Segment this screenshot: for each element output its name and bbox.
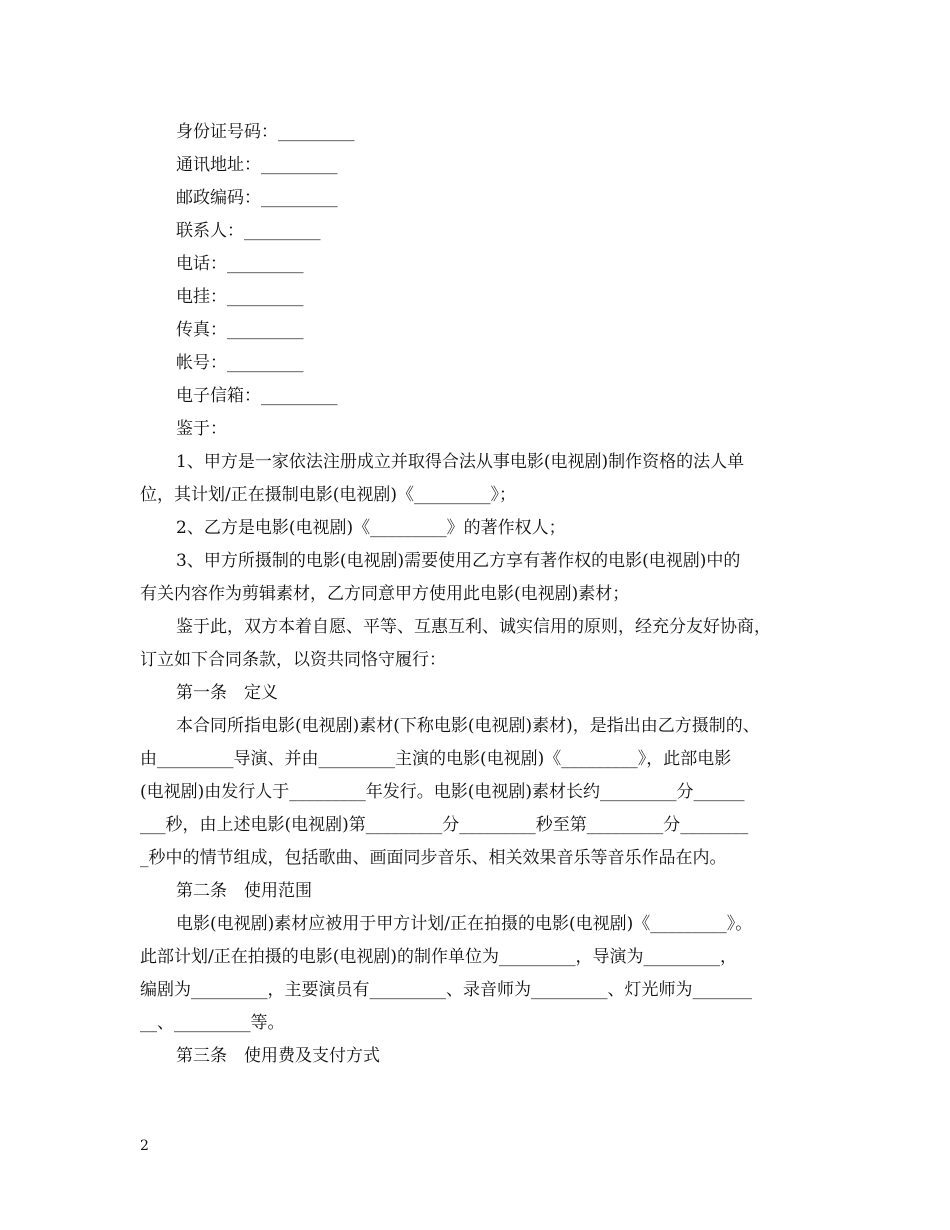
phone-line: 电话：_________ [176, 254, 304, 274]
document-body [140, 116, 820, 1073]
page-number: 2 [140, 1138, 149, 1154]
telegraph-line: 电挂：_________ [176, 287, 304, 307]
paragraph-line: 由_________导演、并由_________主演的电影(电视剧)《_________》，此部电影 [140, 749, 732, 769]
paragraph-line: 位，其计划/正在摄制电影(电视剧)《_________》； [140, 485, 516, 505]
paragraph-line: 3、甲方所摄制的电影(电视剧)需要使用乙方享有著作权的电影(电视剧)中的 [176, 551, 741, 571]
paragraph-line: 编剧为_________，主要演员有_________、录音师为_________、灯光师为_______ [140, 980, 752, 1000]
paragraph-line: 电影(电视剧)素材应被用于甲方计划/正在拍摄的电影(电视剧)《_________》。 [176, 914, 753, 934]
id-number-line: 身份证号码：_________ [176, 122, 355, 142]
contact-person-line: 联系人：_________ [176, 221, 321, 241]
whereas-heading: 鉴于： [176, 419, 227, 439]
article-heading: 第二条 使用范围 [176, 881, 312, 901]
paragraph-line: ___秒，由上述电影(电视剧)第_________分_________秒至第_________分________ [140, 815, 749, 835]
paragraph-line: 此部计划/正在拍摄的电影(电视剧)的制作单位为_________，导演为_________， [140, 947, 737, 967]
paragraph-line: __、_________等。 [140, 1013, 285, 1033]
account-line: 帐号：_________ [176, 353, 304, 373]
email-line: 电子信箱：_________ [176, 386, 338, 406]
postal-code-line: 邮政编码：_________ [176, 188, 338, 208]
paragraph-line: (电视剧)由发行人于_________年发行。电影(电视剧)素材长约_________分______ [140, 782, 745, 802]
paragraph-line: 2、乙方是电影(电视剧)《_________》的著作权人； [176, 518, 566, 538]
paragraph-line: 订立如下合同条款，以资共同恪守履行： [140, 650, 446, 670]
fax-line: 传真：_________ [176, 320, 304, 340]
paragraph-line: _秒中的情节组成，包括歌曲、画面同步音乐、相关效果音乐等音乐作品在内。 [140, 848, 727, 868]
paragraph-line: 有关内容作为剪辑素材，乙方同意甲方使用此电影(电视剧)素材； [140, 584, 630, 604]
article-heading: 第三条 使用费及支付方式 [176, 1046, 380, 1066]
paragraph-line: 本合同所指电影(电视剧)素材(下称电影(电视剧)素材)，是指出由乙方摄制的、 [176, 716, 760, 736]
paragraph-line: 鉴于此，双方本着自愿、平等、互惠互利、诚实信用的原则，经充分友好协商， [176, 617, 771, 637]
address-line: 通讯地址：_________ [176, 155, 338, 175]
paragraph-line: 1、甲方是一家依法注册成立并取得合法从事电影(电视剧)制作资格的法人单 [176, 452, 745, 472]
article-heading: 第一条 定义 [176, 683, 278, 703]
